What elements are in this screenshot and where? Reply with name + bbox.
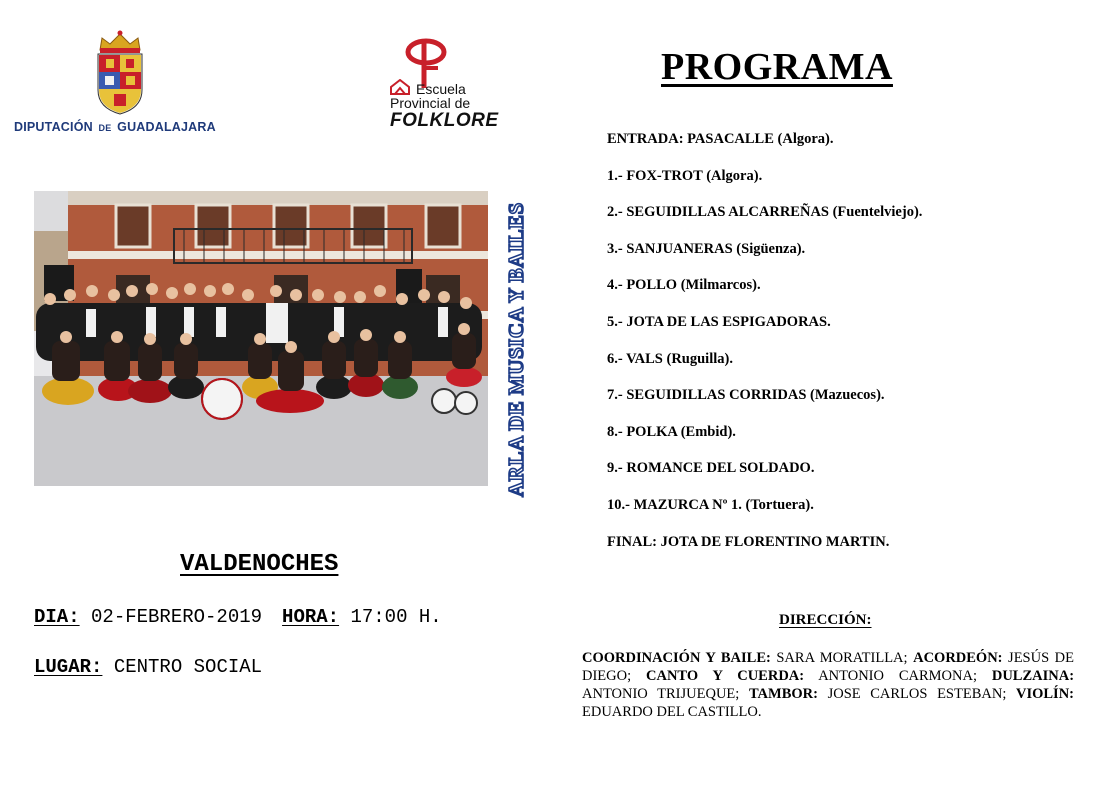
programa-item: 3.- SANJUANERAS (Sigüenza). [607,240,806,257]
diputacion-name-2: DE [98,123,112,133]
credit-role: DULZAINA: [991,668,1075,684]
direccion-credits [582,649,1074,721]
credit-person: JOSE CARLOS ESTEBAN; [827,686,1007,702]
programa-item: 5.- JOTA DE LAS ESPIGADORAS. [607,313,831,330]
lugar-label: LUGAR: [34,656,103,678]
programa-item: 8.- POLKA (Embid). [607,423,736,440]
escuela-line-1: Escuela [416,81,466,97]
credit-role: CANTO Y CUERDA: [646,668,805,684]
house-icon [390,79,410,95]
programa-item: 6.- VALS (Ruguilla). [607,350,733,367]
programa-title: PROGRAMA [661,46,893,88]
credit-person: ANTONIO CARMONA; [818,668,977,684]
hora-label: HORA: [282,606,340,628]
group-photo [34,191,488,486]
town-name: VALDENOCHES [180,551,339,578]
diputacion-name [14,120,229,134]
lugar-value: CENTRO SOCIAL [113,656,263,678]
escuela-line-2: Provincial de [390,95,471,111]
diputacion-name-1: DIPUTACIÓN [14,120,93,134]
credit-person: SARA MORATILLA; [776,650,908,666]
credit-role: COORDINACIÓN Y BAILE: [582,650,771,666]
escuela-line-3: FOLKLORE [390,110,499,131]
dia-value: 02-FEBRERO-2019 [91,606,263,628]
programa-item: 4.- POLLO (Milmarcos). [607,277,761,294]
hora-value: 17:00 H. [350,606,442,628]
programa-item: 1.- FOX-TROT (Algora). [607,167,763,184]
direccion-title: DIRECCIÓN: [779,612,872,628]
credit-role: VIOLÍN: [1015,686,1074,702]
programa-item: 2.- SEGUIDILLAS ALCARREÑAS (Fuentelviejo). [607,204,923,221]
programa-item: FINAL: JOTA DE FLORENTINO MARTIN. [607,533,890,550]
programa-item: ENTRADA: PASACALLE (Algora). [607,131,834,147]
dia-label: DIA: [34,606,80,628]
escuela-logo [388,38,498,138]
programa-item: 7.- SEGUIDILLAS CORRIDAS (Mazuecos). [607,387,885,404]
diputacion-name-3: GUADALAJARA [117,120,216,134]
credit-role: TAMBOR: [748,686,818,702]
credit-person: ANTONIO TRIJUEQUE; [582,686,740,702]
vertical-group-title: ARLA DE MUSICA Y BAILES [504,202,528,498]
date-time-row [34,606,442,628]
diputacion-logo [14,28,229,138]
programa-item: 9.- ROMANCE DEL SOLDADO. [607,460,815,477]
coat-of-arms-icon [90,28,150,116]
credit-person: JESÚS DE DIEGO; [582,650,1074,684]
credit-person: EDUARDO DEL CASTILLO. [582,704,762,720]
programa-list [607,130,922,569]
programa-item: 10.- MAZURCA Nº 1. (Tortuera). [607,496,814,513]
credit-role: ACORDEÓN: [913,650,1003,666]
location-row [34,656,262,678]
